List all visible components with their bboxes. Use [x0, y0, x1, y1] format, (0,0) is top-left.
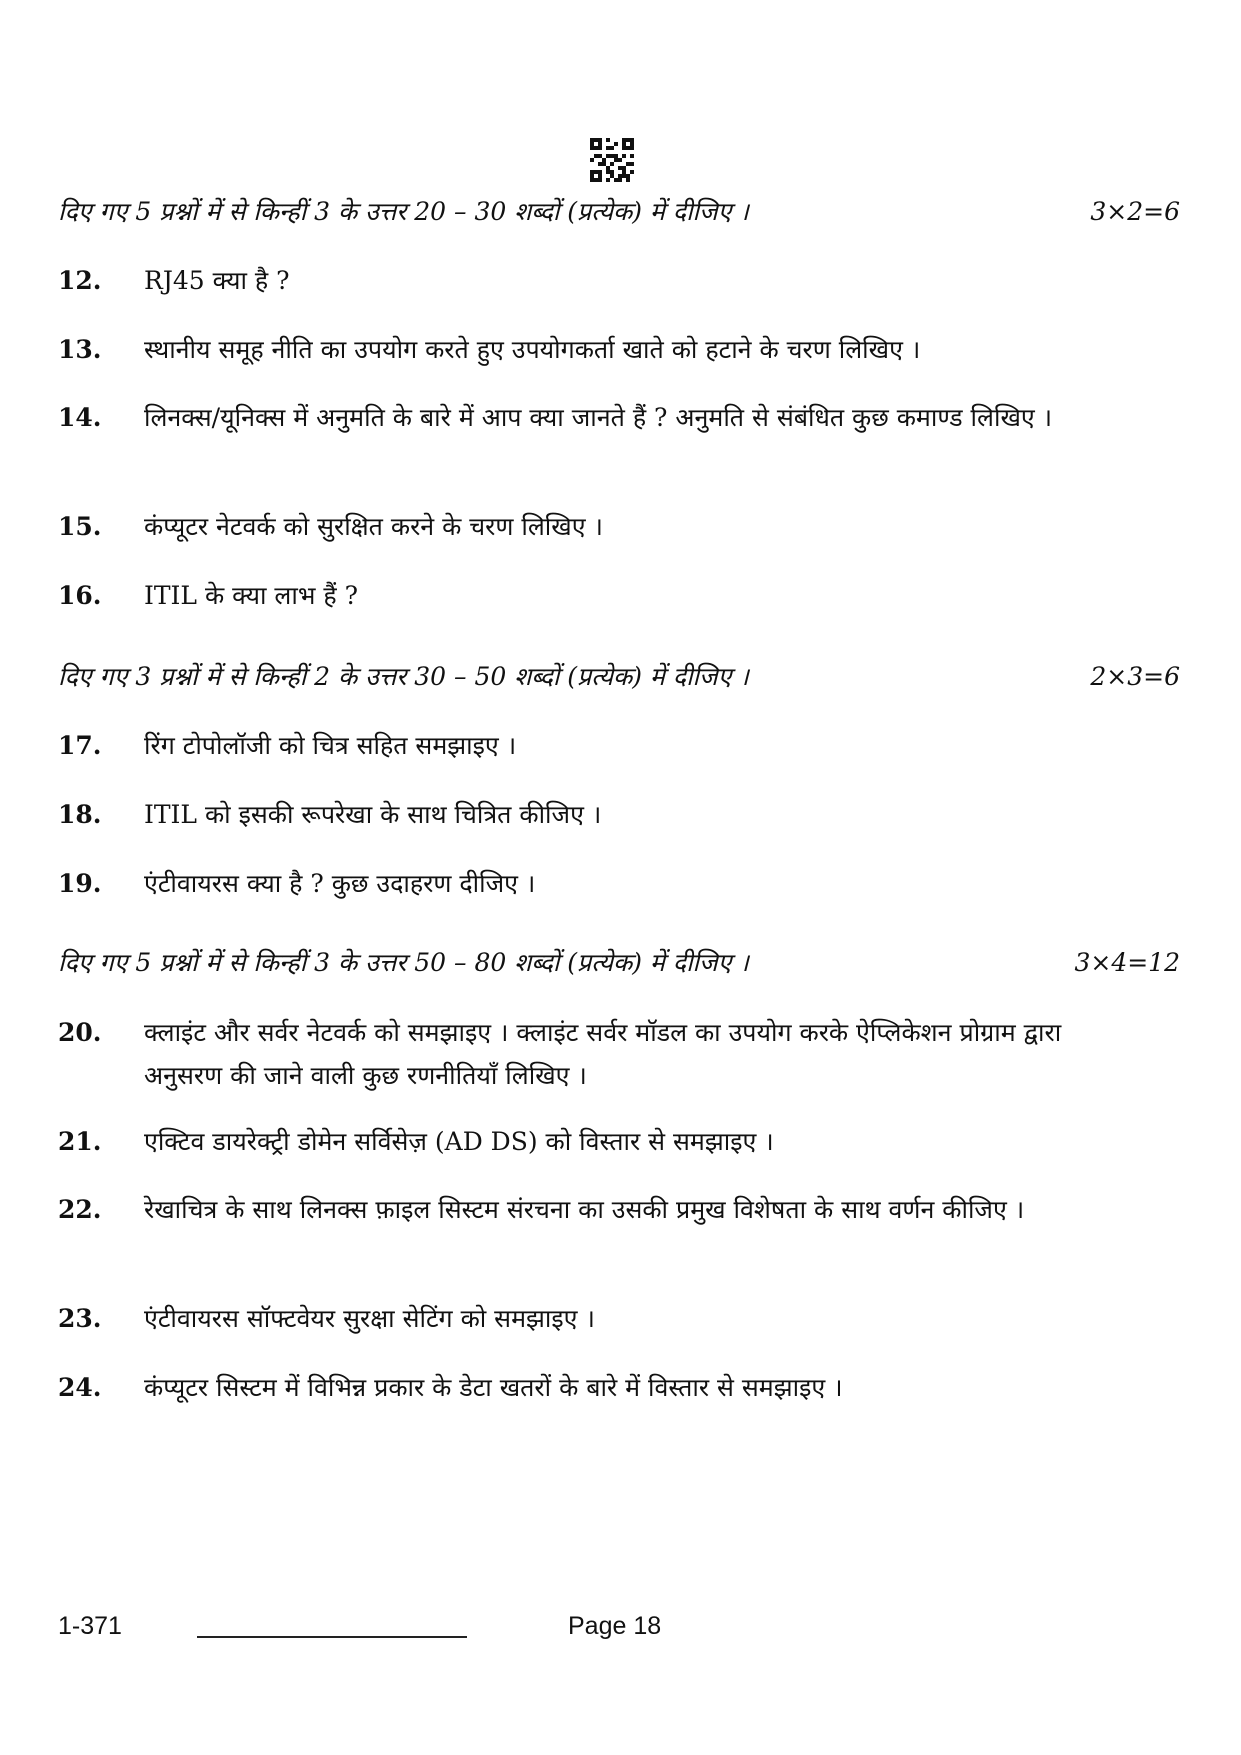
question-text: एंटीवायरस क्या है ? कुछ उदाहरण दीजिए ।	[144, 869, 536, 898]
question-text: रेखाचित्र के साथ लिनक्स फ़ाइल सिस्टम संरचना का उसकी प्रमुख विशेषता के साथ वर्णन कीजिए ।	[144, 1195, 1025, 1224]
qr-code	[590, 138, 634, 182]
question-item	[58, 724, 1118, 767]
marks-scheme: 3×2=6	[1090, 197, 1180, 226]
marks-scheme: 3×4=12	[1074, 948, 1180, 977]
question-number: 17.	[58, 731, 102, 760]
marks-scheme: 2×3=6	[1090, 662, 1180, 691]
question-number: 15.	[58, 512, 102, 541]
footer-rule	[197, 1636, 467, 1638]
question-item	[58, 328, 1118, 371]
question-number: 13.	[58, 335, 102, 364]
question-number: 14.	[58, 403, 102, 432]
question-text: रिंग टोपोलॉजी को चित्र सहित समझाइए ।	[144, 731, 517, 760]
question-text: क्लाइंट और सर्वर नेटवर्क को समझाइए । क्लाइंट सर्वर मॉडल का उपयोग करके ऐप्लिकेशन प्रोग्राम द्वारा अनुसरण की जाने वाली कुछ रणनीतियाँ लिखिए ।	[144, 1018, 1062, 1090]
question-number: 20.	[58, 1018, 102, 1047]
section-instruction	[58, 943, 1180, 983]
question-text: एक्टिव डायरेक्ट्री डोमेन सर्विसेज़ (AD DS) को विस्तार से समझाइए ।	[144, 1127, 774, 1156]
question-item	[58, 505, 1118, 548]
section-instruction	[58, 192, 1180, 232]
question-number: 12.	[58, 266, 102, 295]
question-text: कंप्यूटर नेटवर्क को सुरक्षित करने के चरण लिखिए ।	[144, 512, 603, 541]
question-number: 24.	[58, 1373, 102, 1402]
question-item	[58, 259, 1118, 302]
question-number: 19.	[58, 869, 102, 898]
question-number: 18.	[58, 800, 102, 829]
question-text: ITIL को इसकी रूपरेखा के साथ चित्रित कीजिए ।	[144, 800, 602, 829]
question-item	[58, 1011, 1118, 1097]
section-instruction	[58, 657, 1180, 697]
question-text: RJ45 क्या है ?	[144, 266, 290, 295]
question-text: एंटीवायरस सॉफ्टवेयर सुरक्षा सेटिंग को समझाइए ।	[144, 1304, 595, 1333]
question-item	[58, 1366, 1118, 1409]
question-number: 21.	[58, 1127, 102, 1156]
instruction-text: दिए गए 5 प्रश्नों में से किन्हीं 3 के उत्तर 20 – 30 शब्दों (प्रत्येक) में दीजिए ।	[58, 197, 749, 226]
page-footer	[0, 1612, 1241, 1652]
instruction-text: दिए गए 5 प्रश्नों में से किन्हीं 3 के उत्तर 50 – 80 शब्दों (प्रत्येक) में दीजिए ।	[58, 948, 749, 977]
question-number: 23.	[58, 1304, 102, 1333]
question-text: कंप्यूटर सिस्टम में विभिन्न प्रकार के डेटा खतरों के बारे में विस्तार से समझाइए ।	[144, 1373, 843, 1402]
instruction-text: दिए गए 3 प्रश्नों में से किन्हीं 2 के उत्तर 30 – 50 शब्दों (प्रत्येक) में दीजिए ।	[58, 662, 749, 691]
question-number: 16.	[58, 581, 102, 610]
question-item	[58, 1297, 1118, 1340]
page-number: Page 18	[568, 1612, 662, 1640]
question-item	[58, 793, 1118, 836]
question-item	[58, 396, 1118, 439]
question-text: लिनक्स/यूनिक्स में अनुमति के बारे में आप क्या जानते हैं ? अनुमति से संबंधित कुछ कमाण्ड लिखिए ।	[144, 403, 1053, 432]
question-item	[58, 574, 1118, 617]
question-item	[58, 1188, 1118, 1231]
question-text: ITIL के क्या लाभ हैं ?	[144, 581, 358, 610]
question-item	[58, 1120, 1118, 1163]
question-number: 22.	[58, 1195, 102, 1224]
question-text: स्थानीय समूह नीति का उपयोग करते हुए उपयोगकर्ता खाते को हटाने के चरण लिखिए ।	[144, 335, 921, 364]
paper-code: 1-371	[58, 1612, 122, 1640]
question-item	[58, 862, 1118, 905]
